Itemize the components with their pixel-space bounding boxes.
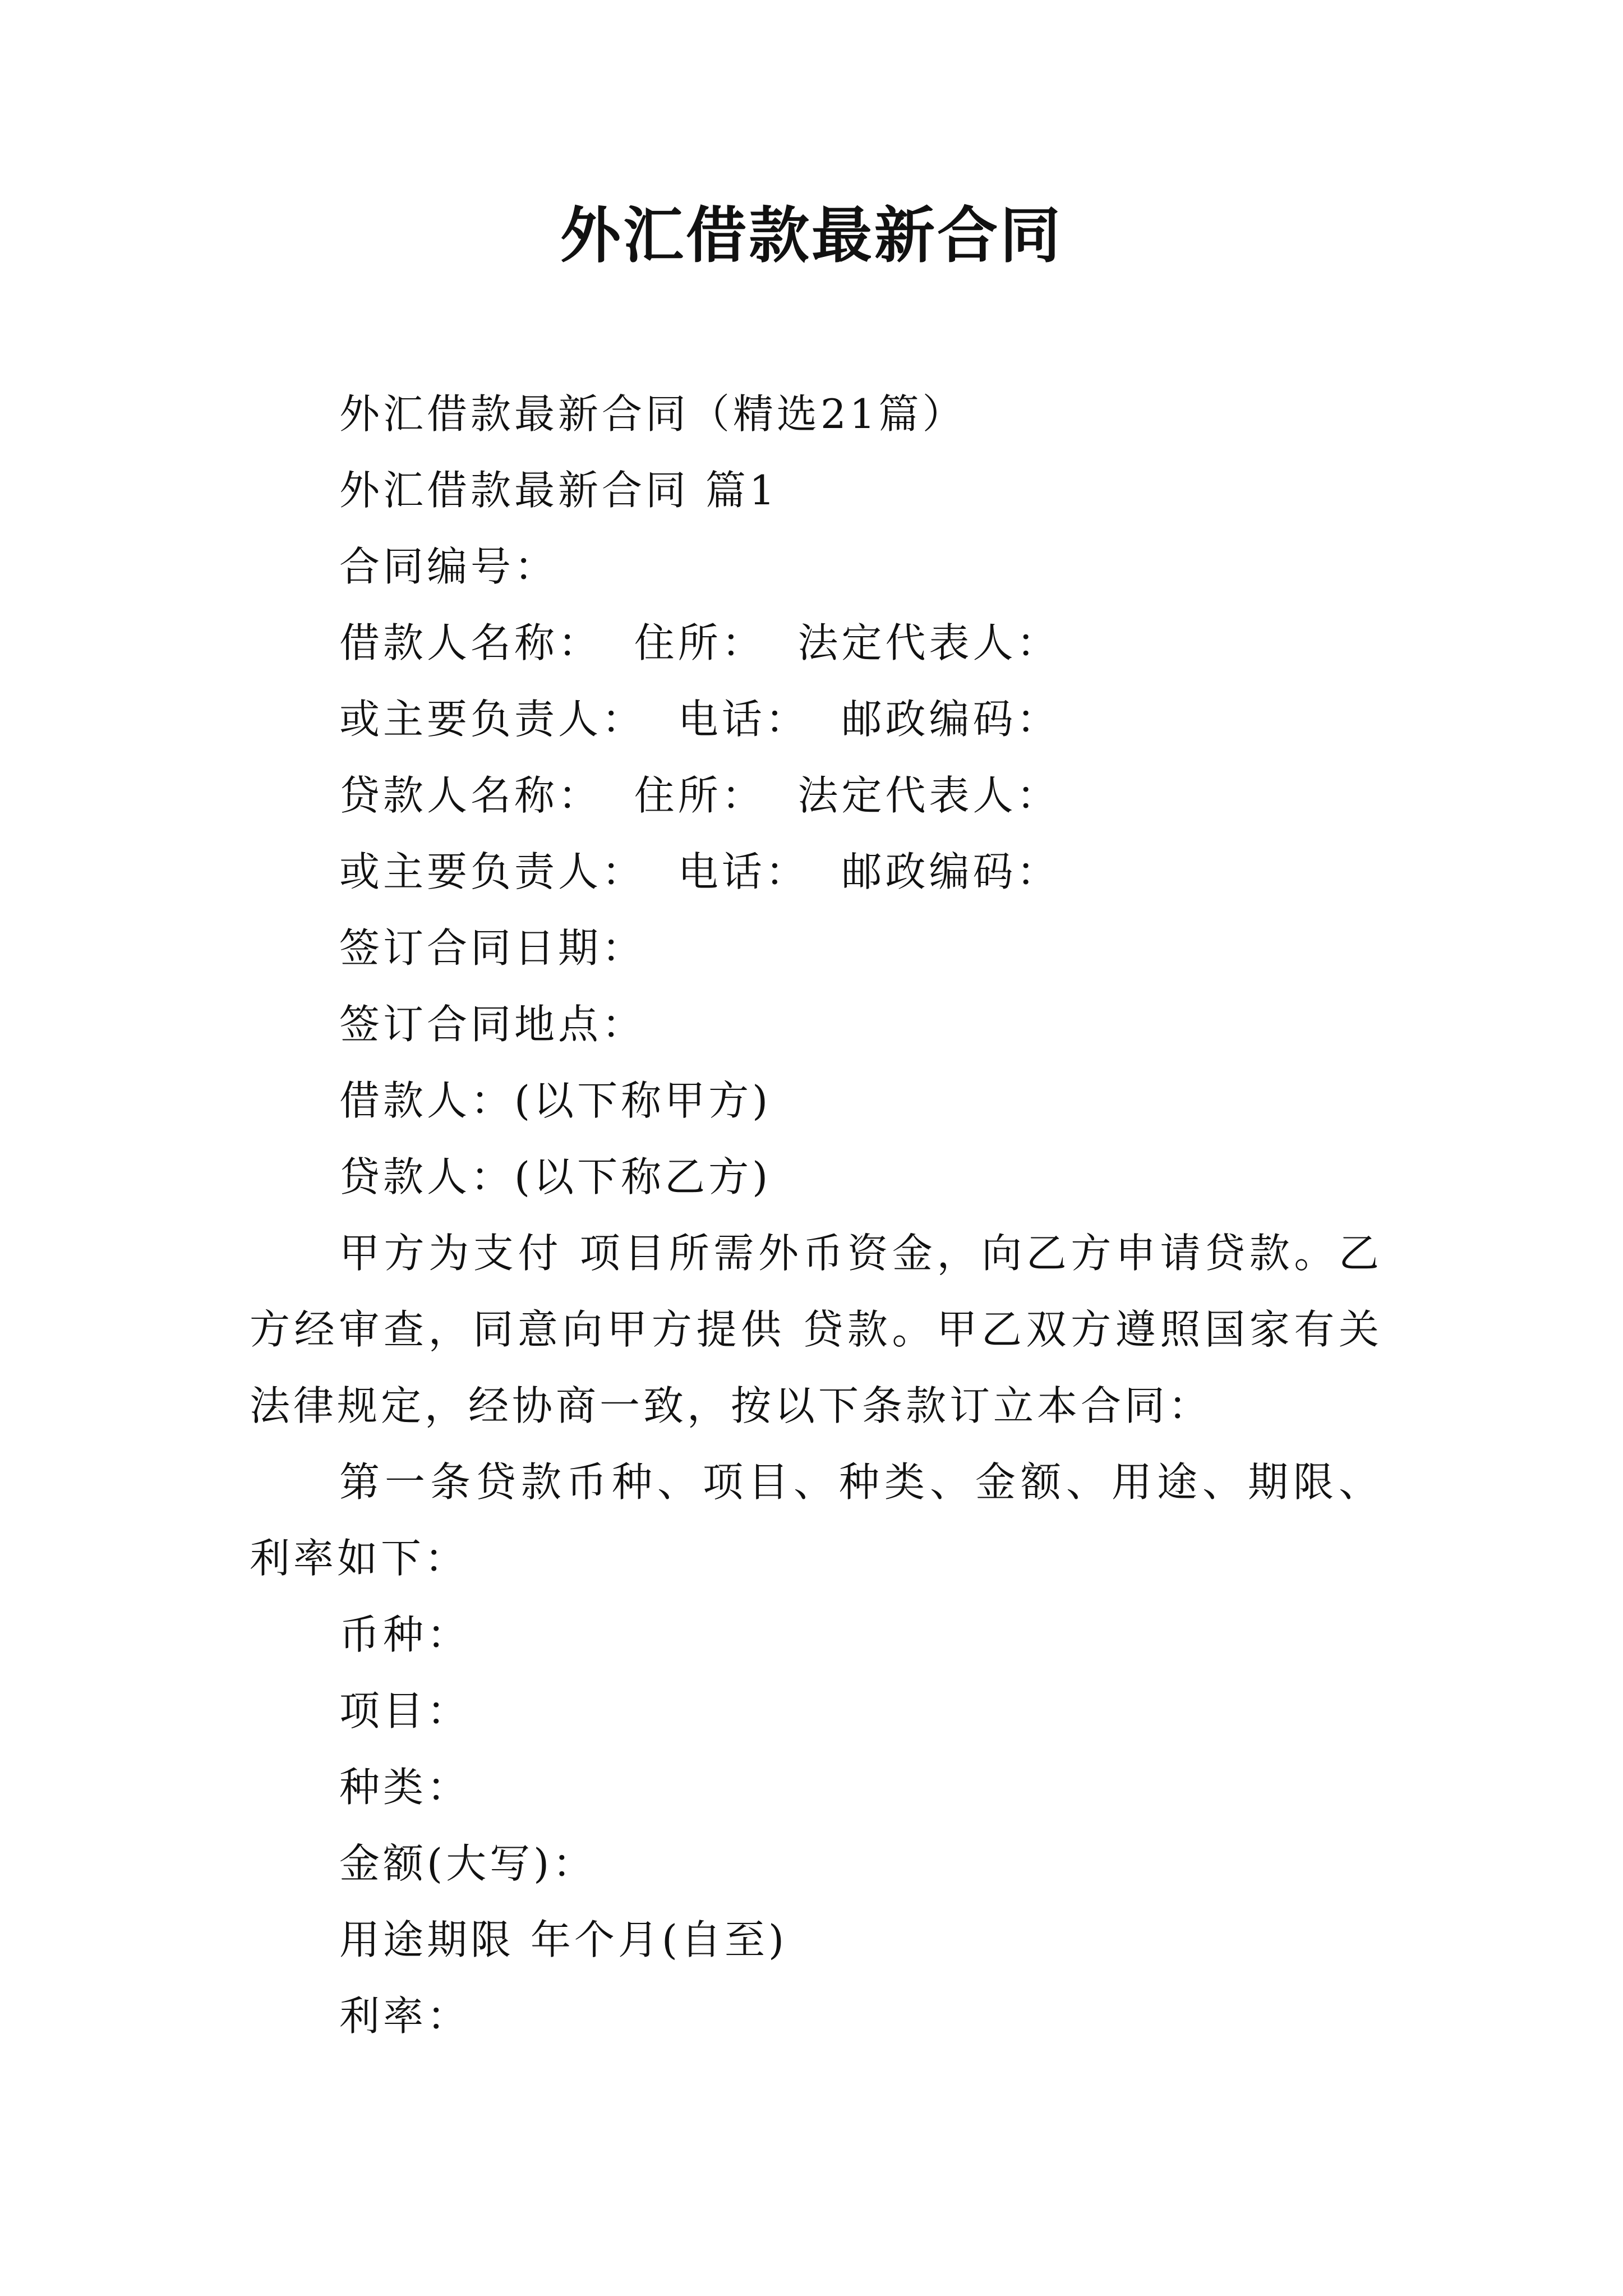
sign-place-line: 签订合同地点： bbox=[339, 1001, 646, 1048]
currency-field: 币种： bbox=[339, 1611, 471, 1658]
lender-info-line: 贷款人名称： 住所： 法定代表人： bbox=[339, 772, 1061, 819]
contract-number-line: 合同编号： bbox=[339, 543, 559, 590]
chapter-heading: 外汇借款最新合同 篇1 bbox=[339, 467, 778, 514]
sign-date-line: 签订合同日期： bbox=[339, 924, 646, 972]
lender-alias-line: 贷款人：(以下称乙方) bbox=[339, 1153, 772, 1200]
type-field: 种类： bbox=[339, 1764, 471, 1811]
document-body bbox=[250, 376, 1382, 2054]
amount-field: 金额(大写)： bbox=[339, 1840, 597, 1887]
borrower-contact-line: 或主要负责人： 电话： 邮政编码： bbox=[339, 696, 1061, 743]
project-field: 项目： bbox=[339, 1687, 471, 1734]
article-one-paragraph: 第一条贷款币种、项目、种类、金额、用途、期限、利率如下： bbox=[250, 1458, 1382, 1582]
preamble-paragraph: 甲方为支付 项目所需外币资金，向乙方申请贷款。乙方经审查，同意向甲方提供 贷款。甲乙双方遵照国家有关法律规定，经协商一致，按以下条款订立本合同： bbox=[250, 1230, 1382, 1429]
interest-rate-field: 利率： bbox=[339, 1993, 471, 2040]
borrower-info-line: 借款人名称： 住所： 法定代表人： bbox=[339, 619, 1061, 666]
borrower-alias-line: 借款人：(以下称甲方) bbox=[339, 1077, 772, 1124]
lender-contact-line: 或主要负责人： 电话： 邮政编码： bbox=[339, 848, 1061, 895]
document-title: 外汇借款最新合同 bbox=[560, 200, 1063, 271]
subtitle-line: 外汇借款最新合同（精选21篇） bbox=[339, 390, 966, 438]
purpose-term-field: 用途期限 年个月(自至) bbox=[339, 1916, 788, 1963]
